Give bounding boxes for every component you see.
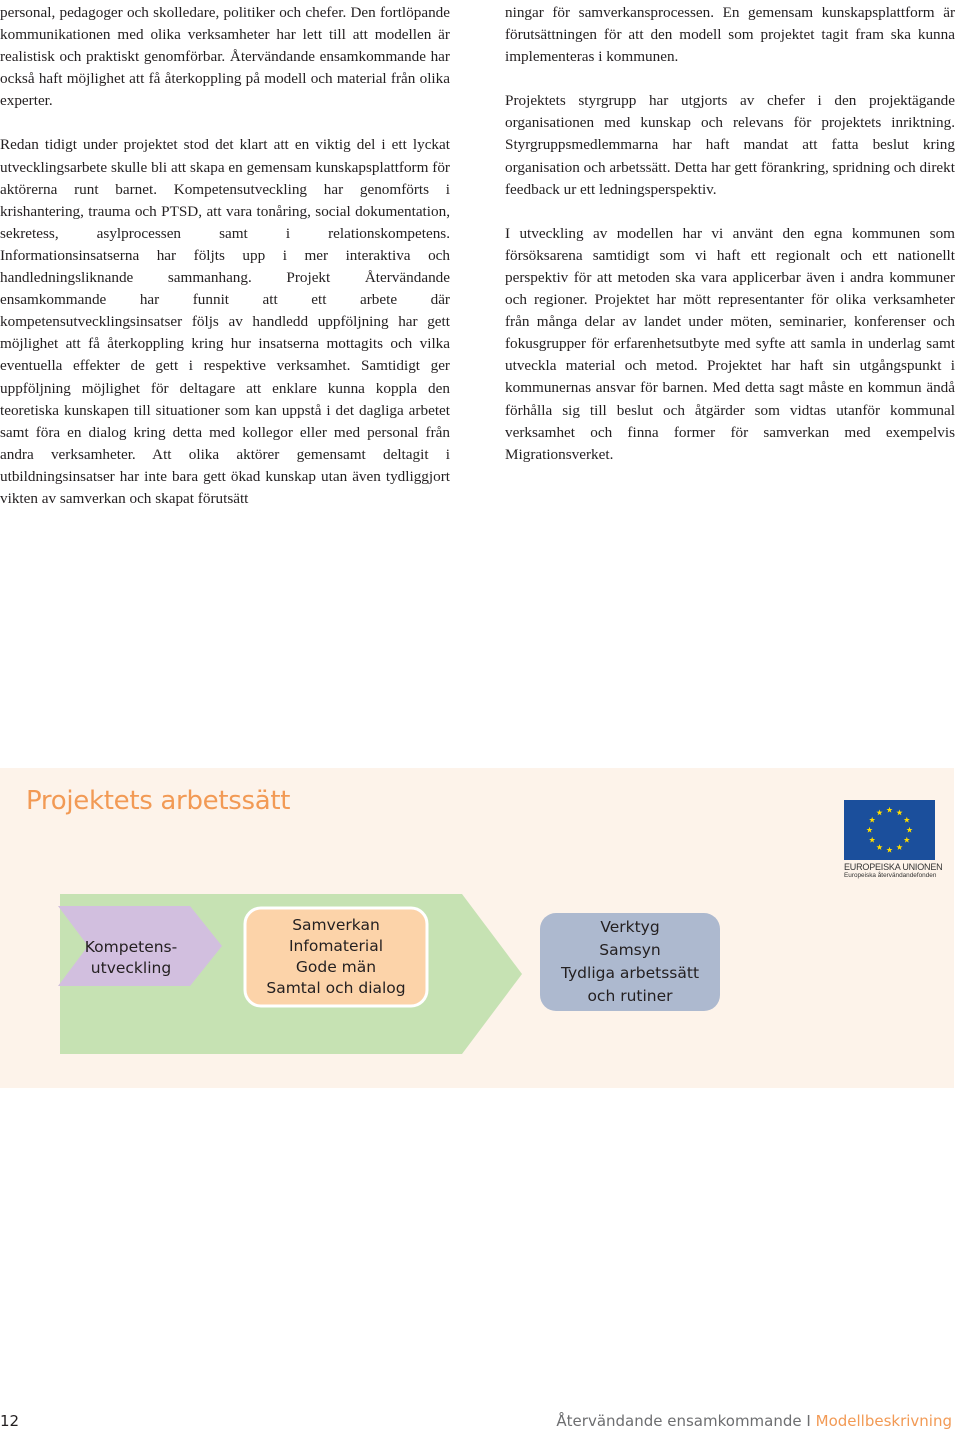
box-competence (76, 928, 186, 988)
box-competence-line-1: Kompetens- (84, 938, 178, 956)
right-paragraph-2: Projektets styrgrupp har utgjorts av chefer i den projektägande organisationen med kunskap och relevans för projektets inriktning. Styrgruppsmedlemmarna har haft mandat att fatta beslut kring organisation och arbetssätt. Detta har gett förankring, spridning och direkt feedback ur ett ledningsperspektiv. (505, 92, 955, 198)
left-paragraph-2: Redan tidigt under projektet stod det klart att en viktig del i ett lyckat utvecklingsarbete skulle bli att skapa en gemensam kunskapsplattform för aktörerna runt barnet. Kompetensutveckling har genomförts i krishantering, trauma och PTSD, att vara tonåring, social dokumentation, sekretess, asylprocessen samt i relationskompetens. Informationsinsatserna har följts upp i mer interaktiva och handledningsliknande sammanhang. Projekt Återvändande ensamkommande har funnit att ett arbete där kompetensutvecklingsinsatser följs av handledd uppföljning har gett möjlighet att få återkoppling kring hur insatserna mottagits och vilka eventuella effekter de gett i respektive verksamhet. Samtidigt ger uppföljning möjlighet för deltagare att enklare kunna koppla den teoretiska kunskapen till situationer som kan uppstå i det dagliga arbetet samt föra en dialog kring detta med kollegor eller med personal från andra verksamheter. Att olika aktörer gemensamt deltagit i utbildningsinsatser har inte bara gett ökad kunskap utan även tydliggjort vikten av samverkan och skapat förutsätt (0, 136, 450, 507)
right-paragraph-3: I utveckling av modellen har vi använt den egna kommunen som försöksarena samtidigt som vi haft ett regionalt och ett nationellt perspektiv för att metoden ska vara applicerbar även i andra kommuner och regioner. Projektet har mött representanter för olika verksamheter från många delar av landet under möten, seminarier, konferenser och fokusgrupper för erfarenhetsutbyte med syfte att samla in underlag samt utveckla material och metod. Projektet har haft sin utgångspunkt i kommunernas ansvar för barnen. Med detta sagt måste en kommun ändå förhålla sig till beslut och åtgärder som vidtas utanför kommunal verksamhet och finna former för samverkan med exempelvis Migrationsverket. (505, 224, 955, 463)
left-paragraph-1: personal, pedagoger och skolledare, politiker och chefer. Den fortlöpande kommunikationen med olika verksamheter har lett till att modellen är realistisk och praktiskt genomförbar. Återvändande ensamkommande har också haft möjlighet att få återkoppling på modell och material från olika experter. (0, 4, 450, 110)
box-collaboration (245, 908, 427, 1006)
box-tools-line-4: och rutiner (587, 987, 673, 1005)
box-collaboration-line-4: Samtal och dialog (266, 979, 406, 997)
box-collaboration-line-2: Infomaterial (288, 937, 384, 955)
box-competence-line-2: utveckling (90, 959, 172, 977)
box-tools (540, 913, 720, 1011)
right-paragraph-1: ningar för samverkansprocessen. En gemensam kunskapsplattform är förutsättningen för att den modell som projektet tagit fram ska kunna implementeras i kommunen. (505, 4, 955, 66)
box-tools-line-2: Samsyn (599, 941, 661, 959)
eu-fund-text: Europeiska återvändandefonden (844, 872, 937, 879)
box-tools-line-1: Verktyg (600, 918, 660, 936)
left-column (0, 2, 450, 510)
footer-section: Modellbeskrivning (815, 1412, 952, 1430)
panel-title: Projektets arbetssätt (26, 786, 291, 816)
page-number: 12 (0, 1412, 20, 1430)
footer-separator: I (806, 1412, 811, 1430)
eu-logo-text: EUROPEISKA UNIONEN (844, 862, 943, 872)
work-method-panel (0, 768, 954, 1088)
running-footer (556, 1412, 952, 1430)
box-collaboration-line-1: Samverkan (292, 916, 380, 934)
box-tools-line-3: Tydliga arbetssätt (560, 964, 700, 982)
right-column (505, 2, 955, 466)
footer-title: Återvändande ensamkommande (556, 1412, 802, 1430)
box-collaboration-line-3: Gode män (295, 958, 377, 976)
